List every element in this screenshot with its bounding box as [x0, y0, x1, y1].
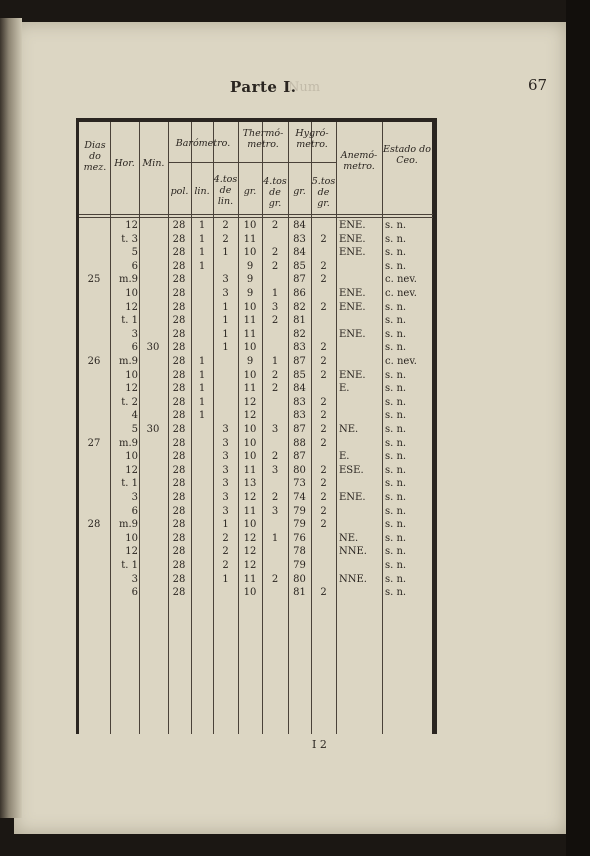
cell-q: 1: [222, 519, 229, 531]
cell-tq: 3: [271, 505, 279, 517]
col-header-anemometro: Anemó-metro.: [340, 150, 378, 172]
cell-pol: 28: [172, 464, 186, 476]
cell-tq: 2: [271, 260, 279, 272]
cell-anem: NNE.: [339, 546, 367, 558]
cell-pol: 28: [172, 233, 186, 245]
cell-hq: 2: [320, 260, 327, 272]
cell-pol: 28: [172, 315, 186, 327]
cell-est: s. n.: [385, 410, 407, 422]
cell-hgr: 85: [293, 260, 306, 272]
cell-tq: 2: [271, 315, 279, 327]
cell-hgr: 84: [293, 247, 306, 259]
table-left-border: [76, 118, 79, 734]
cell-tgr: 10: [243, 369, 257, 381]
cell-hq: 2: [320, 492, 327, 503]
cell-tgr: 12: [243, 546, 257, 558]
cell-tgr: 12: [243, 492, 257, 503]
cell-hq: 2: [320, 233, 327, 245]
cell-anem: E.: [339, 451, 350, 463]
cell-anem: ENE.: [339, 369, 366, 381]
bleed-through-text: Num: [288, 80, 321, 95]
col-header-hor: Hor.: [114, 158, 135, 169]
cell-anem: ENE.: [339, 288, 366, 299]
cell-pol: 28: [172, 519, 186, 531]
cell-dia: 25: [87, 274, 101, 286]
cell-hgr: 73: [293, 478, 306, 490]
cell-hor: t. 1: [121, 315, 138, 327]
cell-anem: ENE.: [339, 328, 366, 340]
col-header-min: Min.: [142, 158, 165, 169]
cell-hgr: 83: [293, 233, 306, 245]
col-header-barometro: Barómetro.: [175, 138, 231, 149]
cell-anem: E.: [339, 383, 350, 395]
cell-est: s. n.: [385, 369, 407, 381]
cell-est: c. nev.: [385, 356, 417, 367]
cell-q: 1: [222, 247, 229, 259]
cell-hor: 5: [131, 247, 138, 259]
cell-tgr: 11: [243, 233, 257, 245]
cell-tq: 2: [271, 451, 279, 463]
cell-est: s. n.: [385, 519, 407, 531]
col-header-th-gr: gr.: [243, 186, 257, 197]
cell-pol: 28: [172, 505, 186, 517]
cell-hor: 6: [131, 260, 138, 272]
cell-tgr: 11: [243, 464, 257, 476]
cell-est: s. n.: [385, 301, 407, 313]
cell-tq: 2: [271, 220, 279, 231]
cell-hgr: 84: [293, 220, 306, 231]
cell-tq: 2: [271, 369, 279, 381]
cell-q: 1: [222, 328, 229, 340]
cell-hor: m.9: [118, 356, 138, 367]
cell-tgr: 12: [243, 410, 257, 422]
cell-q: 3: [222, 437, 229, 449]
cell-pol: 28: [172, 532, 186, 544]
cell-est: s. n.: [385, 478, 407, 490]
cell-est: c. nev.: [385, 274, 417, 286]
cell-hor: 10: [125, 288, 138, 299]
cell-hor: 10: [125, 451, 138, 463]
cell-tgr: 11: [243, 315, 257, 327]
cell-tgr: 9: [246, 274, 254, 286]
cell-tgr: 10: [243, 519, 257, 531]
cell-est: s. n.: [385, 315, 407, 327]
cell-lin: 1: [198, 369, 206, 381]
col-header-dias: Dias do mez.: [83, 140, 107, 173]
col-header-bar-pol: pol.: [170, 186, 189, 197]
cell-hgr: 82: [293, 301, 306, 313]
cell-pol: 28: [172, 396, 186, 408]
col-header-hygrometro: Hygró-metro.: [295, 128, 329, 150]
col-header-hy-gr: gr.: [293, 186, 306, 197]
cell-hor: 6: [131, 342, 138, 354]
cell-pol: 28: [172, 560, 186, 571]
cell-est: s. n.: [385, 532, 407, 544]
cell-hgr: 81: [293, 587, 306, 599]
cell-tq: 2: [271, 573, 279, 585]
cell-hor: 12: [125, 220, 138, 231]
cell-tq: 2: [271, 492, 279, 503]
cell-hgr: 79: [293, 519, 306, 531]
cell-hq: 2: [320, 519, 327, 531]
cell-hgr: 87: [293, 274, 306, 286]
cell-est: s. n.: [385, 492, 407, 503]
cell-hor: 6: [131, 587, 138, 599]
cell-tgr: 10: [243, 220, 257, 231]
cell-hq: 2: [320, 274, 327, 286]
cell-est: s. n.: [385, 451, 407, 463]
cell-tq: 1: [271, 288, 279, 299]
cell-pol: 28: [172, 369, 186, 381]
cell-hgr: 80: [293, 464, 306, 476]
cell-tgr: 10: [243, 587, 257, 599]
cell-pol: 28: [172, 301, 186, 313]
cell-lin: 1: [198, 247, 206, 259]
cell-hgr: 87: [293, 451, 306, 463]
cell-lin: 1: [198, 410, 206, 422]
cell-anem: ENE.: [339, 247, 366, 259]
cell-anem: ENE.: [339, 492, 366, 503]
signature-mark: I 2: [312, 738, 327, 751]
cell-pol: 28: [172, 356, 186, 367]
cell-est: s. n.: [385, 247, 407, 259]
cell-q: 3: [222, 464, 229, 476]
cell-hgr: 85: [293, 369, 306, 381]
cell-q: 2: [222, 220, 229, 231]
cell-est: s. n.: [385, 424, 407, 435]
cell-est: s. n.: [385, 220, 407, 231]
cell-hgr: 78: [293, 546, 306, 558]
cell-dia: 26: [87, 356, 101, 367]
col-header-bar-quartos: 4.tos de lin.: [213, 174, 238, 207]
col-header-bar-lin: lin.: [194, 186, 210, 197]
cell-pol: 28: [172, 260, 186, 272]
cell-q: 3: [222, 505, 229, 517]
subheader-rule: [168, 162, 336, 163]
cell-min: 30: [146, 342, 160, 354]
cell-anem: ENE.: [339, 220, 366, 231]
cell-est: s. n.: [385, 573, 407, 585]
cell-tgr: 10: [243, 342, 257, 354]
cell-anem: ESE.: [339, 464, 364, 476]
cell-est: s. n.: [385, 560, 407, 571]
cell-tq: 2: [271, 247, 279, 259]
cell-tgr: 12: [243, 532, 257, 544]
cell-hor: 12: [125, 301, 138, 313]
cell-min: 30: [146, 424, 160, 435]
cell-tgr: 11: [243, 383, 257, 395]
cell-dia: 27: [87, 437, 101, 449]
cell-hor: 12: [125, 464, 138, 476]
cell-pol: 28: [172, 492, 186, 503]
cell-q: 3: [222, 451, 229, 463]
cell-hor: 10: [125, 532, 138, 544]
cell-est: s. n.: [385, 546, 407, 558]
cell-q: 3: [222, 478, 229, 490]
cell-pol: 28: [172, 247, 186, 259]
cell-pol: 28: [172, 220, 186, 231]
cell-hor: t. 3: [121, 233, 138, 245]
cell-hgr: 86: [293, 288, 306, 299]
cell-hor: 5: [131, 424, 138, 435]
cell-pol: 28: [172, 342, 186, 354]
cell-hgr: 81: [293, 315, 306, 327]
col-header-hy-quintos: 5.tos de gr.: [311, 176, 336, 209]
cell-q: 3: [222, 492, 229, 503]
cell-pol: 28: [172, 546, 186, 558]
cell-hq: 2: [320, 464, 327, 476]
cell-pol: 28: [172, 274, 186, 286]
cell-hgr: 87: [293, 424, 306, 435]
cell-pol: 28: [172, 383, 186, 395]
cell-dia: 28: [87, 519, 101, 531]
cell-est: s. n.: [385, 464, 407, 476]
cell-est: s. n.: [385, 260, 407, 272]
cell-hgr: 74: [293, 492, 306, 503]
header-bottom-rule: [79, 217, 433, 218]
cell-hor: 3: [131, 492, 138, 503]
cell-pol: 28: [172, 437, 186, 449]
cell-hq: 2: [320, 424, 327, 435]
cell-est: s. n.: [385, 396, 407, 408]
col-header-th-quartos: 4.tos de gr.: [263, 176, 287, 209]
cell-q: 3: [222, 274, 229, 286]
cell-tgr: 12: [243, 560, 257, 571]
cell-tgr: 10: [243, 451, 257, 463]
cell-tgr: 11: [243, 505, 257, 517]
cell-pol: 28: [172, 410, 186, 422]
col-header-estado: Estado do Ceo.: [383, 144, 431, 166]
cell-hor: t. 2: [121, 396, 138, 408]
cell-q: 2: [222, 233, 229, 245]
book-spine: [0, 18, 22, 818]
cell-hgr: 80: [293, 573, 306, 585]
cell-hq: 2: [320, 396, 327, 408]
cell-est: s. n.: [385, 328, 407, 340]
cell-lin: 1: [198, 356, 206, 367]
cell-tgr: 13: [243, 478, 257, 490]
cell-tgr: 9: [246, 260, 254, 272]
cell-hq: 2: [320, 478, 327, 490]
cell-pol: 28: [172, 451, 186, 463]
cell-anem: NE.: [339, 532, 359, 544]
page-title: Parte I.: [230, 78, 297, 96]
cell-q: 1: [222, 573, 229, 585]
cell-hgr: 83: [293, 410, 306, 422]
page-number: 67: [528, 76, 548, 94]
cell-tq: 3: [271, 464, 279, 476]
cell-pol: 28: [172, 424, 186, 435]
cell-lin: 1: [198, 383, 206, 395]
cell-q: 2: [222, 546, 229, 558]
cell-tgr: 12: [243, 396, 257, 408]
cell-hgr: 79: [293, 560, 306, 571]
cell-hor: 12: [125, 546, 138, 558]
cell-anem: NE.: [339, 424, 359, 435]
cell-q: 3: [222, 288, 229, 299]
cell-hor: 12: [125, 383, 138, 395]
cell-hor: m.9: [118, 274, 138, 286]
cell-est: s. n.: [385, 505, 407, 517]
cell-tgr: 9: [246, 288, 254, 299]
cell-hgr: 82: [293, 328, 306, 340]
cell-q: 1: [222, 301, 229, 313]
cell-tq: 2: [271, 383, 279, 395]
cell-hgr: 83: [293, 342, 306, 354]
background-edge: [566, 0, 590, 856]
cell-est: s. n.: [385, 437, 407, 449]
cell-anem: ENE.: [339, 233, 366, 245]
cell-lin: 1: [198, 220, 206, 231]
cell-q: 1: [222, 342, 229, 354]
cell-hor: 10: [125, 369, 138, 381]
cell-lin: 1: [198, 396, 206, 408]
cell-hq: 2: [320, 410, 327, 422]
cell-hor: 4: [131, 410, 138, 422]
cell-tgr: 10: [243, 247, 257, 259]
cell-hor: m.9: [118, 437, 138, 449]
cell-hor: t. 1: [121, 560, 138, 571]
cell-hgr: 87: [293, 356, 306, 367]
cell-hq: 2: [320, 369, 327, 381]
cell-tq: 3: [271, 301, 279, 313]
cell-hgr: 83: [293, 396, 306, 408]
cell-q: 3: [222, 424, 229, 435]
cell-pol: 28: [172, 573, 186, 585]
cell-q: 2: [222, 532, 229, 544]
cell-tq: 1: [271, 356, 279, 367]
header-bottom-rule: [79, 214, 433, 215]
cell-pol: 28: [172, 587, 186, 599]
cell-tgr: 10: [243, 437, 257, 449]
cell-hq: 2: [320, 437, 327, 449]
cell-q: 2: [222, 560, 229, 571]
cell-lin: 1: [198, 233, 206, 245]
cell-est: s. n.: [385, 233, 407, 245]
cell-hq: 2: [320, 587, 327, 599]
cell-hgr: 88: [293, 437, 306, 449]
cell-tgr: 10: [243, 301, 257, 313]
cell-hq: 2: [320, 505, 327, 517]
cell-pol: 28: [172, 478, 186, 490]
cell-hgr: 79: [293, 505, 306, 517]
cell-lin: 1: [198, 260, 206, 272]
cell-est: c. nev.: [385, 288, 417, 299]
cell-hor: 3: [131, 573, 138, 585]
cell-hor: 3: [131, 328, 138, 340]
cell-hgr: 76: [293, 532, 306, 544]
cell-hor: t. 1: [121, 478, 138, 490]
col-header-thermometro: Thermó-metro.: [242, 128, 284, 150]
weather-table: [76, 118, 442, 738]
cell-est: s. n.: [385, 587, 407, 599]
cell-est: s. n.: [385, 342, 407, 354]
cell-tgr: 11: [243, 328, 257, 340]
cell-q: 1: [222, 315, 229, 327]
cell-pol: 28: [172, 328, 186, 340]
cell-hor: m.9: [118, 519, 138, 531]
cell-hq: 2: [320, 342, 327, 354]
cell-tq: 1: [271, 532, 279, 544]
cell-anem: ENE.: [339, 301, 366, 313]
cell-tgr: 11: [243, 573, 257, 585]
cell-pol: 28: [172, 288, 186, 299]
table-right-border: [432, 118, 437, 734]
cell-anem: NNE.: [339, 573, 367, 585]
cell-tq: 3: [271, 424, 279, 435]
cell-tgr: 9: [246, 356, 254, 367]
cell-est: s. n.: [385, 383, 407, 395]
cell-hq: 2: [320, 356, 327, 367]
cell-hq: 2: [320, 301, 327, 313]
cell-hor: 6: [131, 505, 138, 517]
cell-hgr: 84: [293, 383, 306, 395]
cell-tgr: 10: [243, 424, 257, 435]
